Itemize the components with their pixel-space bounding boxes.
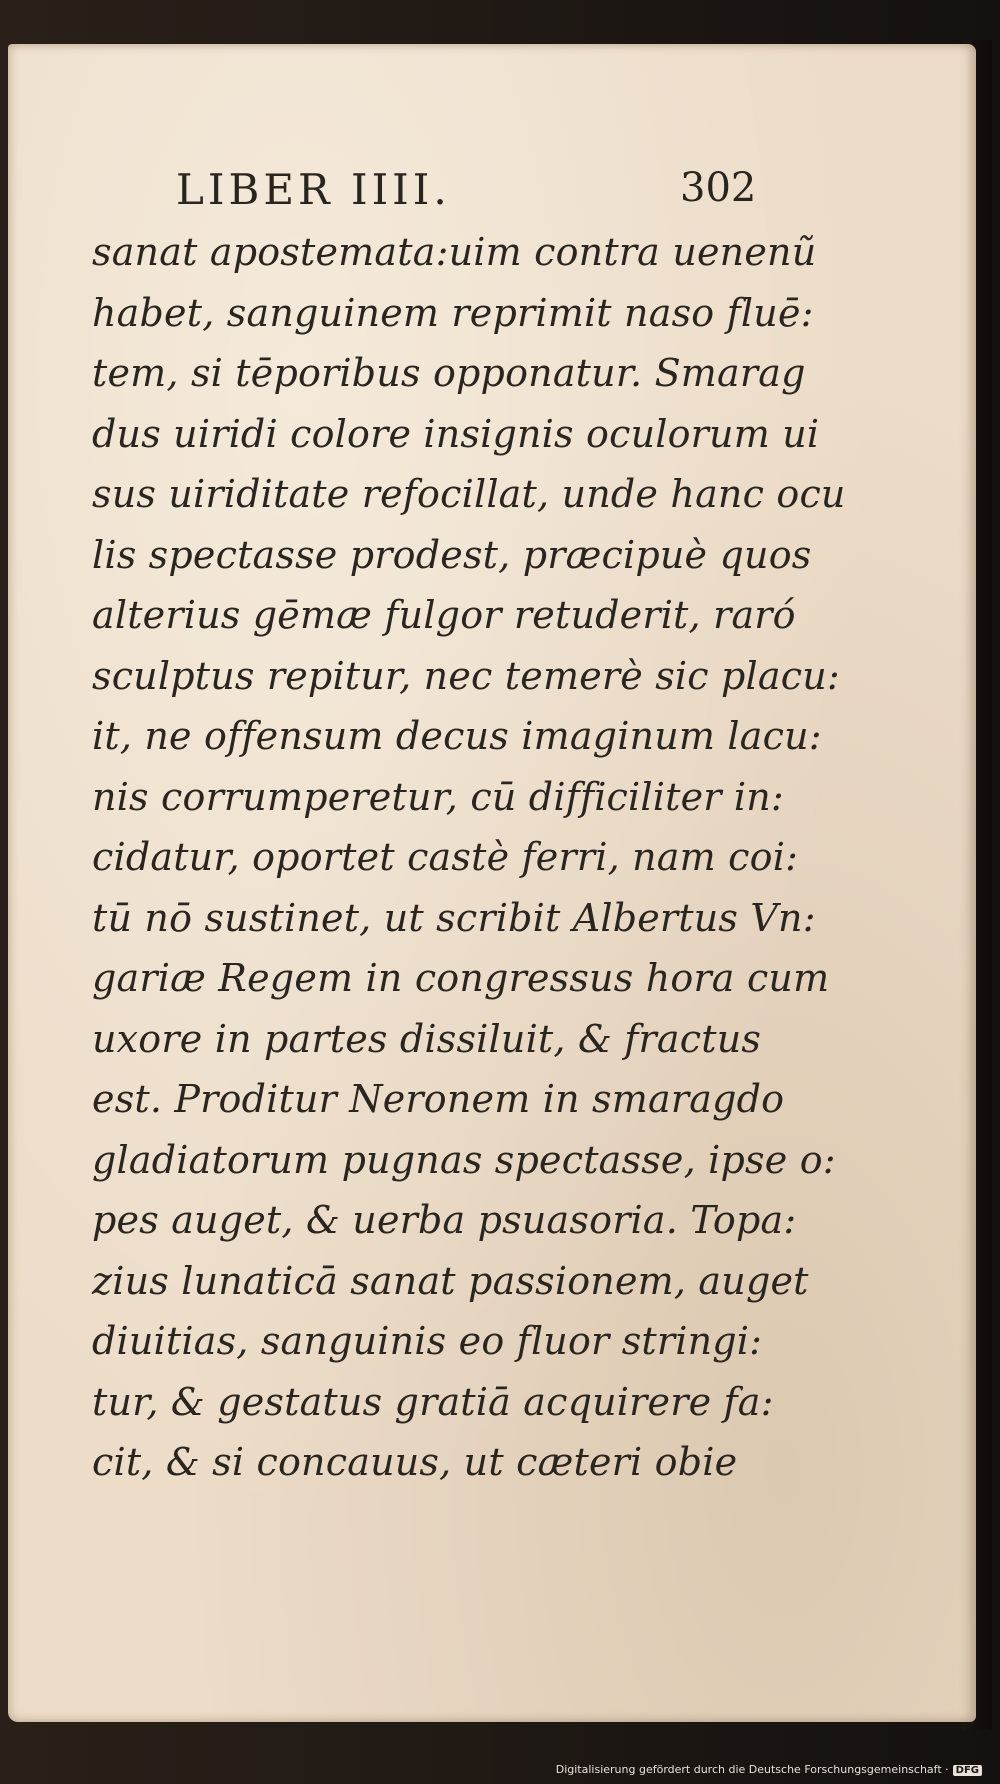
text-line: sculptus repitur, nec temerè sic placu: bbox=[92, 653, 840, 698]
text-line: diuitias, sanguinis eo fluor stringi: bbox=[92, 1319, 763, 1363]
text-line: tū nō sustinet, ut scribit Albertus Vn: bbox=[92, 895, 816, 940]
page-header bbox=[176, 165, 756, 215]
text-line: zius lunaticā sanat passionem, auget bbox=[92, 1258, 809, 1303]
text-line: gladiatorum pugnas spectasse, ipse o: bbox=[92, 1137, 836, 1182]
text-line: sanat apostemata:uim contra uenenũ bbox=[92, 230, 817, 274]
text-line: tur, & gestatus gratiā acquirere fa: bbox=[92, 1379, 774, 1424]
text-line: pes auget, & uerba psuasoria. Topa: bbox=[92, 1198, 797, 1242]
body-text bbox=[92, 222, 846, 1493]
text-line: lis spectasse prodest, præcipuè quos bbox=[92, 532, 812, 577]
digitization-credit bbox=[556, 1763, 982, 1776]
text-line: gariæ Regem in congressus hora cum bbox=[92, 956, 830, 1000]
running-head: LIBER IIII. bbox=[176, 165, 451, 214]
text-line: tem, si tēporibus opponatur. Smarag bbox=[92, 351, 806, 395]
text-line: alterius gēmæ fulgor retuderit, raró bbox=[92, 593, 796, 637]
text-line: nis corrumperetur, cū difficiliter in: bbox=[92, 774, 784, 819]
text-line: habet, sanguinem reprimit naso fluē: bbox=[92, 290, 814, 335]
text-line: cidatur, oportet castè ferri, nam coi: bbox=[92, 835, 799, 879]
dfg-logo: DFG bbox=[953, 1765, 982, 1776]
text-line: uxore in partes dissiluit, & fractus bbox=[92, 1016, 762, 1061]
credit-text: Digitalisierung gefördert durch die Deutsche Forschungsgemeinschaft · bbox=[555, 1763, 949, 1776]
text-line: cit, & si concauus, ut cæteri obie bbox=[92, 1440, 738, 1484]
text-line: it, ne offensum decus imaginum lacu: bbox=[92, 714, 822, 758]
page-number: 302 bbox=[680, 165, 757, 211]
text-line: est. Proditur Neronem in smaragdo bbox=[92, 1077, 785, 1121]
text-line: sus uiriditate refocillat, unde hanc ocu bbox=[92, 472, 846, 516]
text-line: dus uiridi colore insignis oculorum ui bbox=[92, 411, 820, 456]
